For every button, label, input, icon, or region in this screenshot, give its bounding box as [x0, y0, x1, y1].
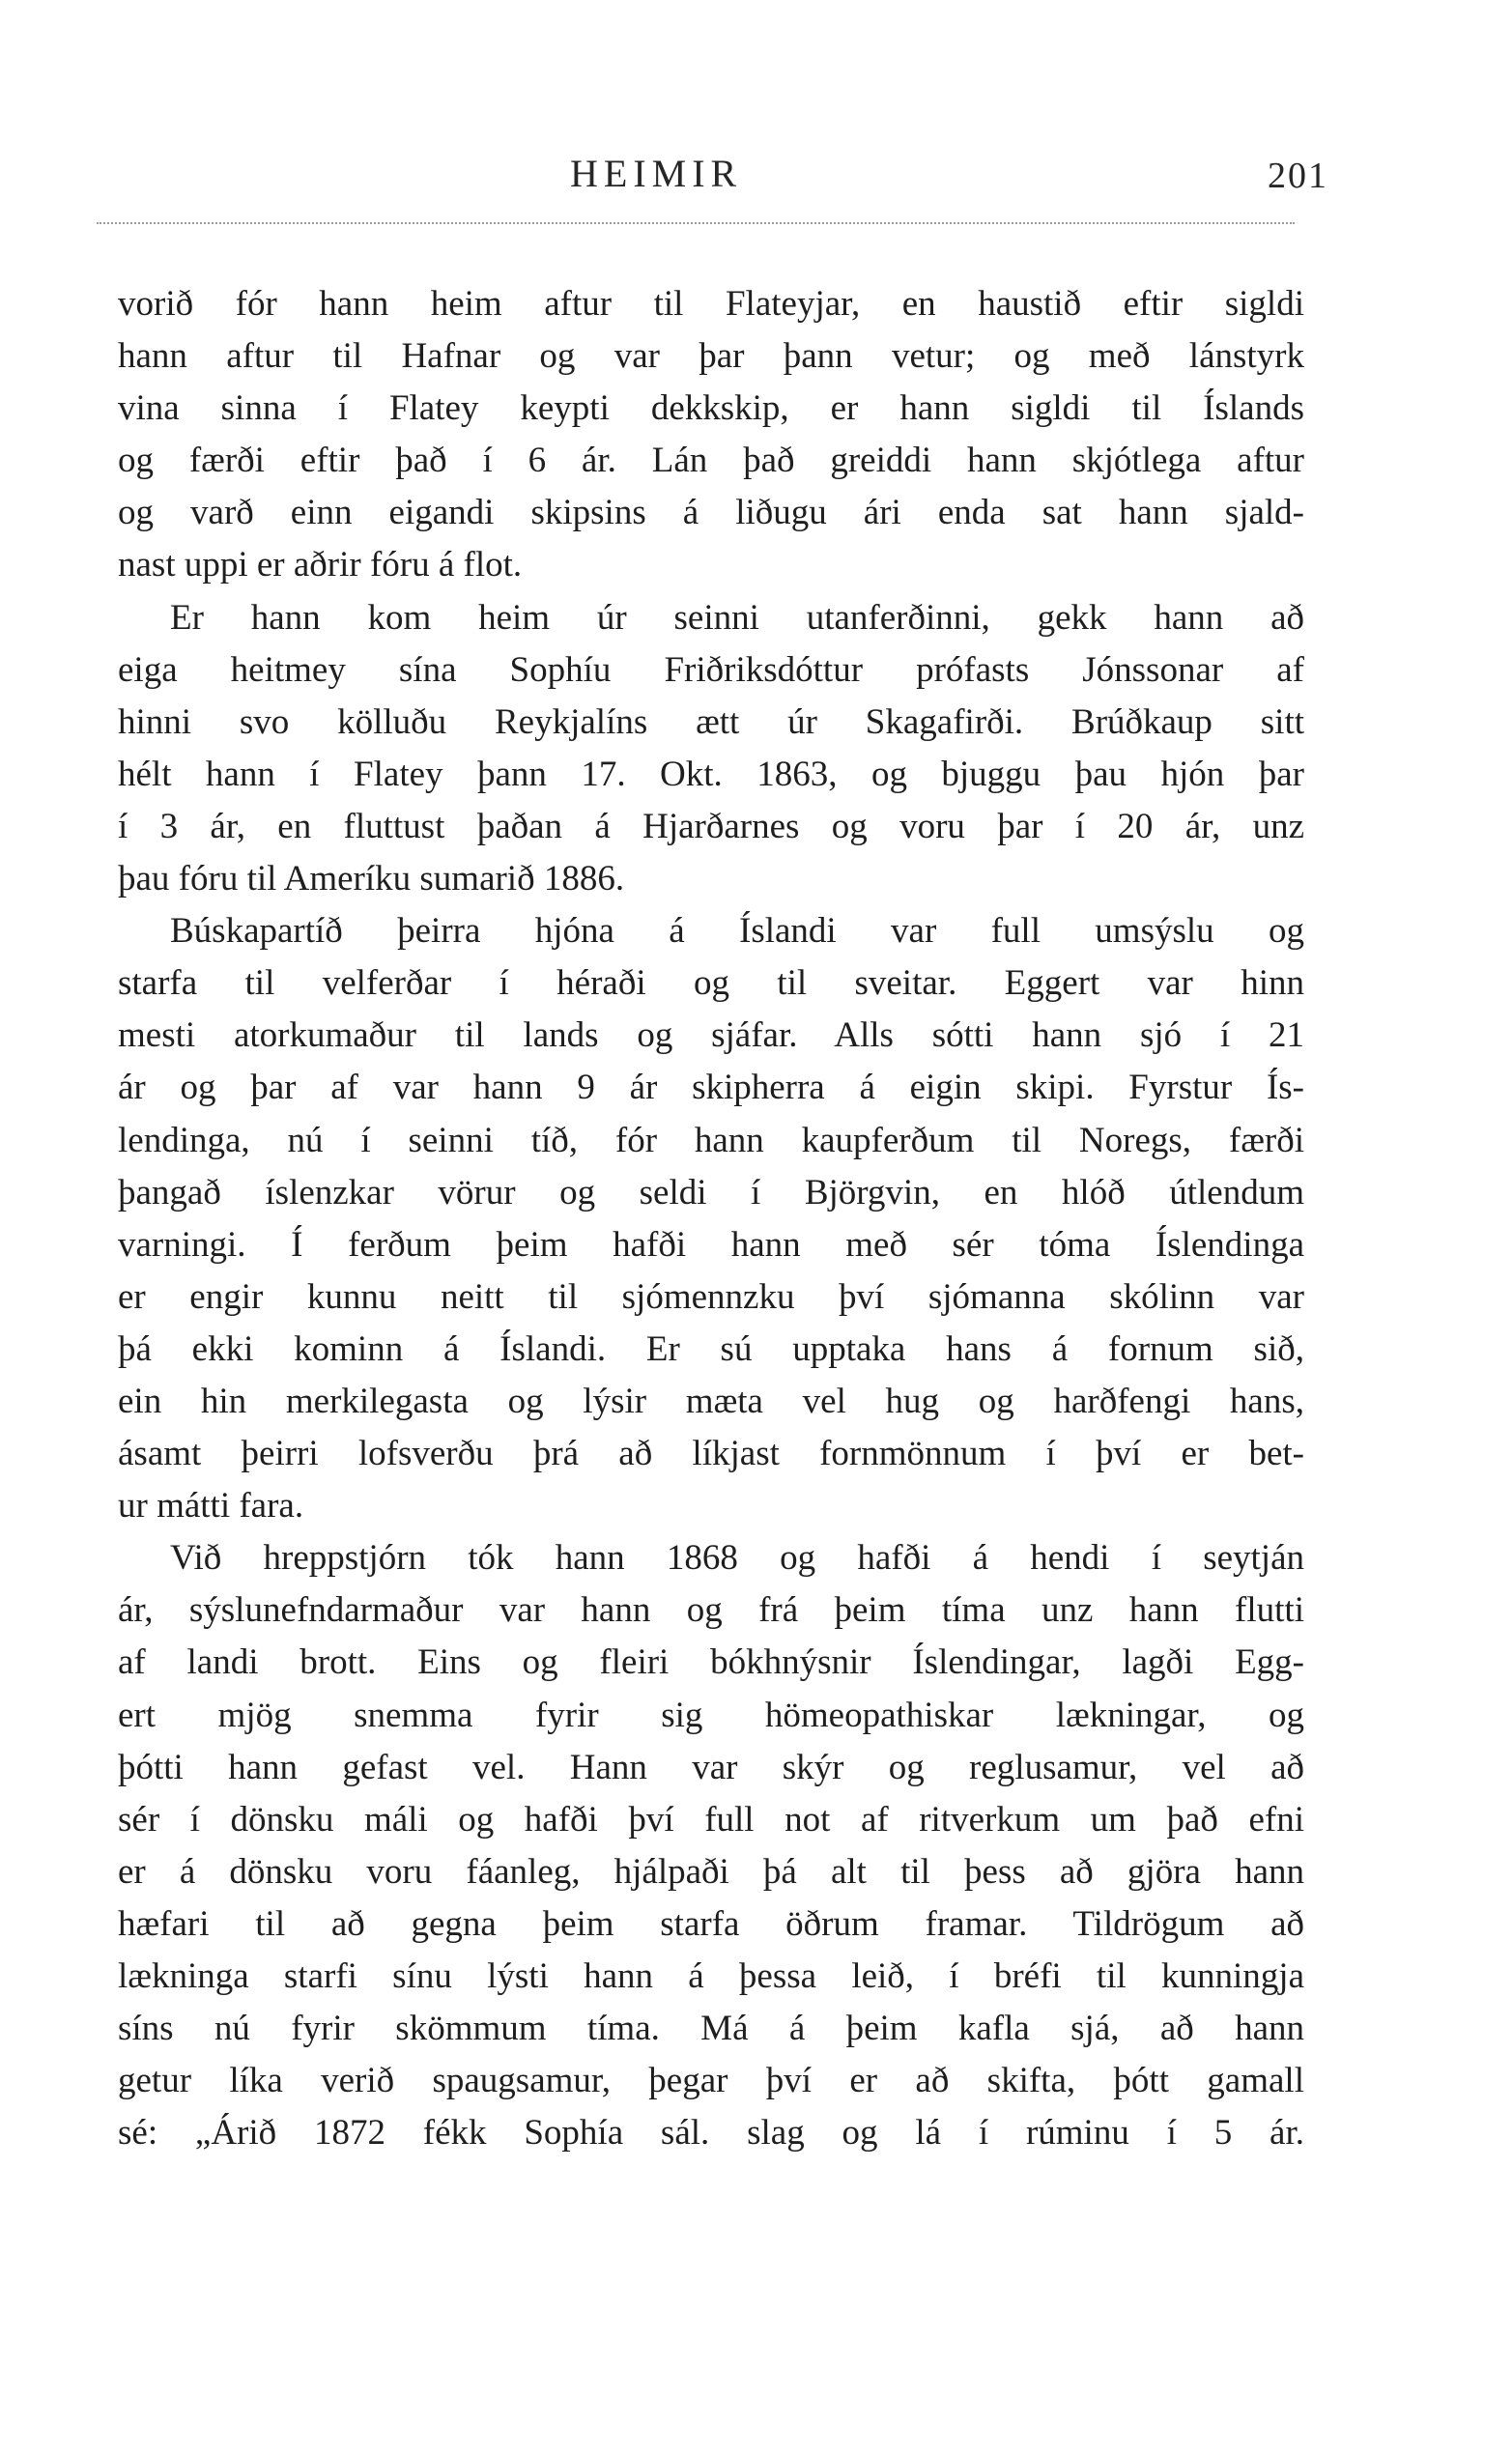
text-line: Er hann kom heim úr seinni utanferðinni, gekk hann að [170, 597, 1304, 638]
text-line: af landi brott. Eins og fleiri bókhnýsnir Íslendingar, lagði Egg- [118, 1642, 1304, 1683]
header-rule [97, 222, 1295, 224]
text-line: hinni svo kölluðu Reykjalíns ætt úr Skagafirði. Brúðkaup sitt [118, 701, 1304, 742]
text-line: mesti atorkumaður til lands og sjáfar. Alls sótti hann sjó í 21 [118, 1015, 1304, 1056]
text-line: er á dönsku voru fáanleg, hjálpaði þá alt til þess að gjöra hann [118, 1851, 1304, 1892]
text-line: Búskapartíð þeirra hjóna á Íslandi var full umsýslu og [170, 911, 1304, 952]
body-text [118, 278, 1304, 2159]
text-line: þá ekki kominn á Íslandi. Er sú upptaka hans á fornum sið, [118, 1328, 1304, 1369]
text-line: getur líka verið spaugsamur, þegar því er að skifta, þótt gamall [118, 2061, 1304, 2101]
text-line: sér í dönsku máli og hafði því full not af ritverkum um það efni [118, 1799, 1304, 1840]
text-line: vina sinna í Flatey keypti dekkskip, er hann sigldi til Íslands [118, 388, 1304, 429]
running-title: HEIMIR [570, 152, 743, 195]
text-line: ur mátti fara. [118, 1486, 304, 1527]
text-line: nast uppi er aðrir fóru á flot. [118, 545, 523, 585]
text-line: ár, sýslunefndarmaður var hann og frá þeim tíma unz hann flutti [118, 1590, 1304, 1631]
text-line: vorið fór hann heim aftur til Flateyjar, en haustið eftir sigldi [118, 284, 1304, 324]
text-line: þau fóru til Ameríku sumarið 1886. [118, 859, 625, 899]
text-line: er engir kunnu neitt til sjómennzku því sjómanna skólinn var [118, 1276, 1304, 1317]
text-line: þangað íslenzkar vörur og seldi í Björgvin, en hlóð útlendum [118, 1172, 1304, 1213]
text-line: síns nú fyrir skömmum tíma. Má á þeim kafla sjá, að hann [118, 2009, 1304, 2049]
text-line: hæfari til að gegna þeim starfa öðrum framar. Tildrögum að [118, 1903, 1304, 1944]
text-line: sé: „Árið 1872 fékk Sophía sál. slag og lá í rúminu í 5 ár. [118, 2113, 1304, 2154]
text-line: starfa til velferðar í héraði og til sveitar. Eggert var hinn [118, 963, 1304, 1004]
text-line: lækninga starfi sínu lýsti hann á þessa leið, í bréfi til kunningja [118, 1956, 1304, 1996]
text-line: varningi. Í ferðum þeim hafði hann með sér tóma Íslendinga [118, 1224, 1304, 1265]
text-line: hélt hann í Flatey þann 17. Okt. 1863, og bjuggu þau hjón þar [118, 754, 1304, 794]
text-line: lendinga, nú í seinni tíð, fór hann kaupferðum til Noregs, færði [118, 1120, 1304, 1160]
text-line: ein hin merkilegasta og lýsir mæta vel hug og harðfengi hans, [118, 1381, 1304, 1421]
text-line: hann aftur til Hafnar og var þar þann vetur; og með lánstyrk [118, 336, 1304, 377]
text-line: eiga heitmey sína Sophíu Friðriksdóttur prófasts Jónssonar af [118, 649, 1304, 690]
text-line: Við hreppstjórn tók hann 1868 og hafði á hendi í seytján [170, 1538, 1304, 1579]
text-line: ásamt þeirri lofsverðu þrá að líkjast fornmönnum í því er bet- [118, 1434, 1304, 1474]
text-line: í 3 ár, en fluttust þaðan á Hjarðarnes og voru þar í 20 ár, unz [118, 806, 1304, 846]
page-number: 201 [1268, 156, 1328, 196]
text-line: ert mjög snemma fyrir sig hömeopathiskar lækningar, og [118, 1695, 1304, 1735]
text-line: ár og þar af var hann 9 ár skipherra á eigin skipi. Fyrstur Ís- [118, 1068, 1304, 1108]
text-line: og færði eftir það í 6 ár. Lán það greiddi hann skjótlega aftur [118, 441, 1304, 481]
text-line: þótti hann gefast vel. Hann var skýr og reglusamur, vel að [118, 1747, 1304, 1787]
text-line: og varð einn eigandi skipsins á liðugu ári enda sat hann sjald- [118, 493, 1304, 533]
